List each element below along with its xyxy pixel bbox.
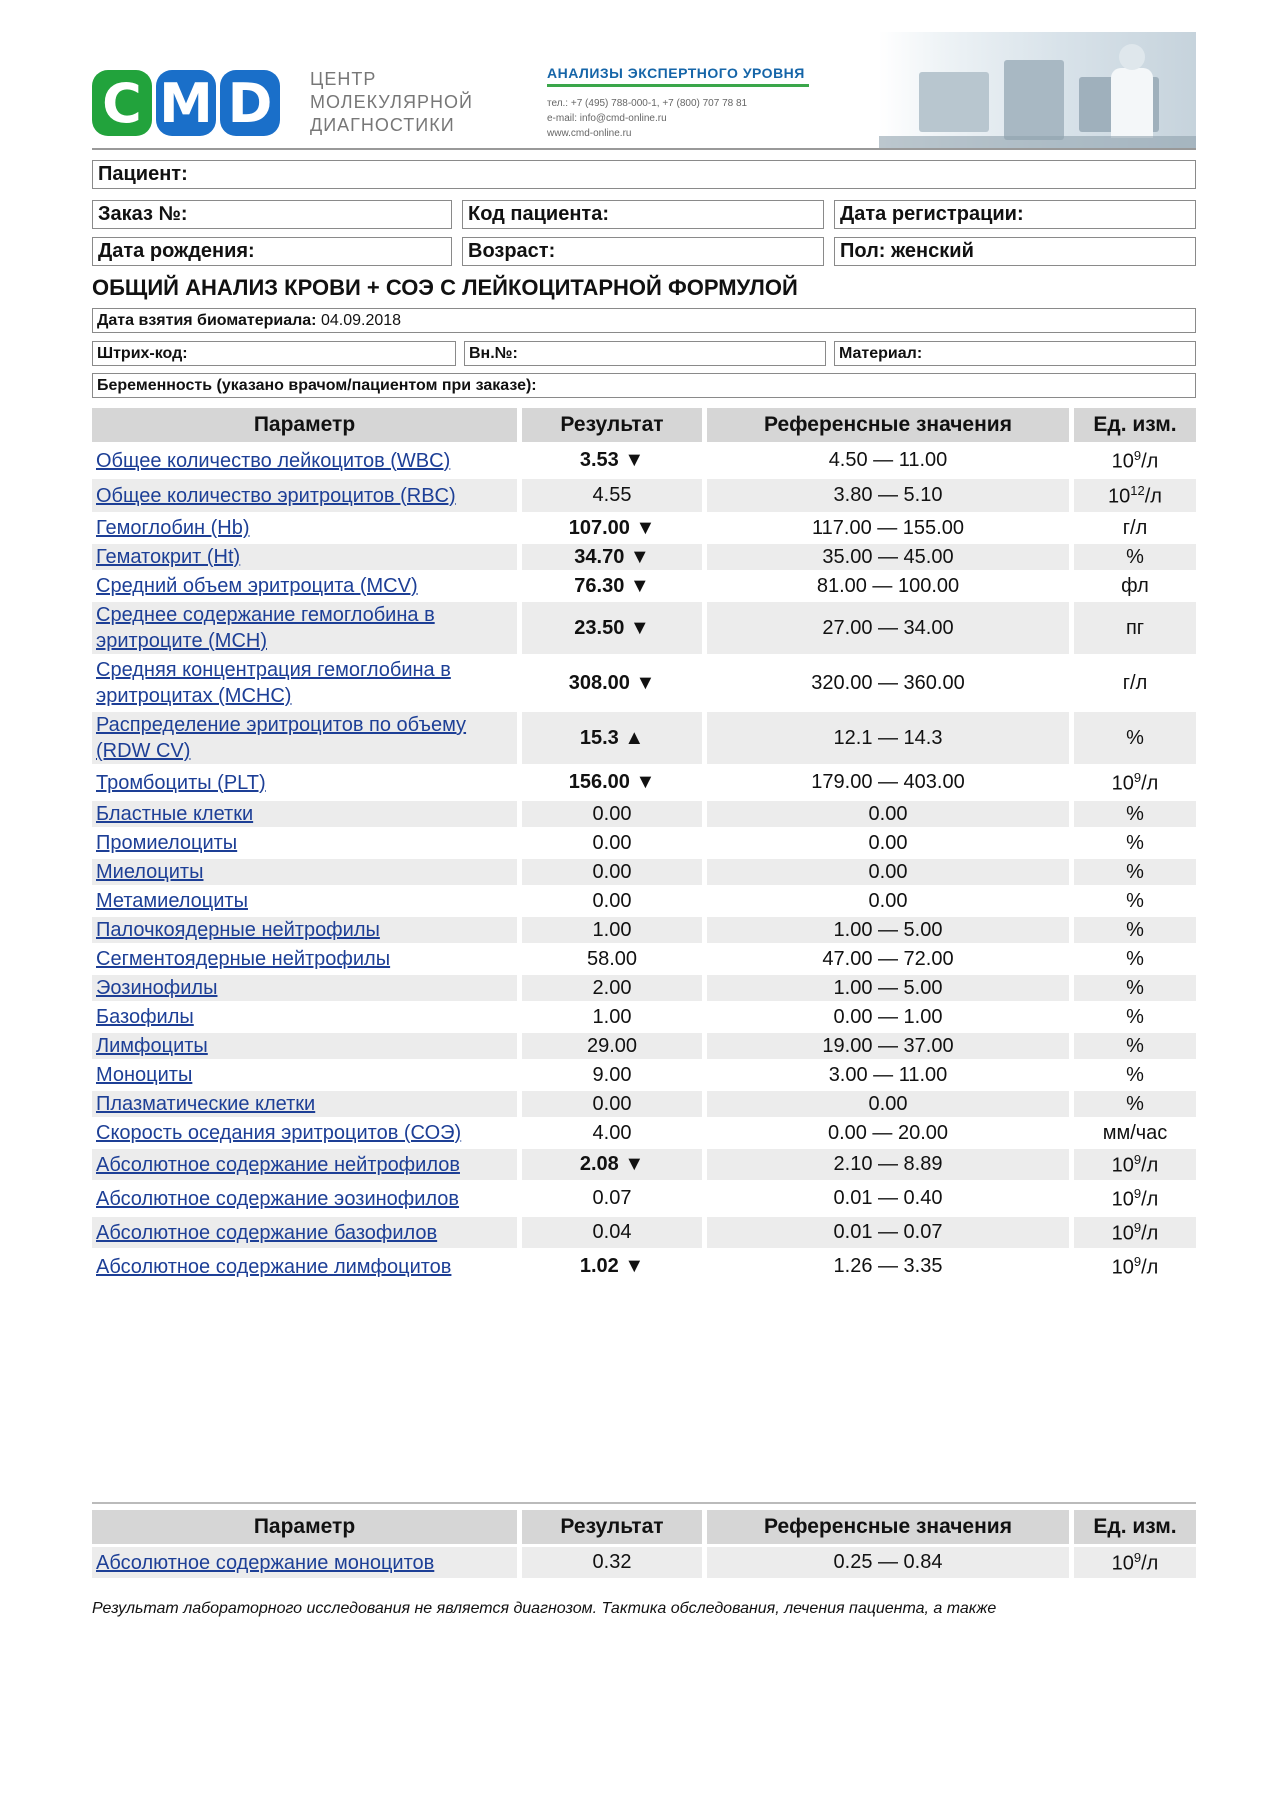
- param-link[interactable]: Миелоциты: [92, 856, 522, 885]
- table-row: [92, 798, 1196, 827]
- param-link[interactable]: Лимфоциты: [92, 1030, 522, 1059]
- unit-base: 10: [1108, 485, 1131, 508]
- logo-letter-d: D: [220, 70, 280, 136]
- param-link[interactable]: Абсолютное содержание лимфоцитов: [92, 1248, 522, 1282]
- unit-value: %: [1074, 972, 1196, 1001]
- param-link[interactable]: Скорость оседания эритроцитов (СОЭ): [92, 1117, 522, 1146]
- reference-range: 0.25 — 0.84: [707, 1544, 1074, 1578]
- unit-base: 10: [1111, 1256, 1134, 1279]
- table-row: [92, 764, 1196, 798]
- table-row: [92, 1544, 1196, 1578]
- result-value: 0.32: [522, 1544, 707, 1578]
- unit-value: %: [1074, 856, 1196, 885]
- reference-range: 2.10 — 8.89: [707, 1146, 1074, 1180]
- param-link[interactable]: [92, 709, 522, 764]
- table-row: [92, 943, 1196, 972]
- param-link[interactable]: Моноциты: [92, 1059, 522, 1088]
- table-row: [92, 856, 1196, 885]
- pregnancy-label: Беременность (указано врачом/пациентом при заказе):: [97, 376, 537, 394]
- reference-range: 0.00: [707, 798, 1074, 827]
- unit-exponent: 9: [1133, 1151, 1142, 1167]
- results-header-row: [92, 408, 1196, 442]
- unit-tail: /л: [1141, 1188, 1159, 1211]
- table-row: [92, 1030, 1196, 1059]
- reference-range: 19.00 — 37.00: [707, 1030, 1074, 1059]
- table-row: [92, 972, 1196, 1001]
- unit-exponent: 9: [1133, 1185, 1142, 1201]
- header-units-2: Ед. изм.: [1074, 1510, 1196, 1544]
- param-link[interactable]: Средний объем эритроцита (MCV): [92, 570, 522, 599]
- unit-value: [1074, 1214, 1196, 1248]
- contact-website: www.cmd-online.ru: [547, 128, 632, 139]
- results-header-row-2: [92, 1510, 1196, 1544]
- table-row: [92, 512, 1196, 541]
- result-value: 0.04: [522, 1214, 707, 1248]
- table-row: [92, 1059, 1196, 1088]
- result-value: 308.00 ▼: [522, 654, 707, 709]
- reference-range: 27.00 — 34.00: [707, 599, 1074, 654]
- table-row: [92, 442, 1196, 476]
- reference-range: 117.00 — 155.00: [707, 512, 1074, 541]
- contact-phones: тел.: +7 (495) 788-000-1, +7 (800) 707 78 81: [547, 98, 748, 109]
- result-value: 29.00: [522, 1030, 707, 1059]
- internal-number-label: Вн.№:: [469, 344, 518, 362]
- unit-exponent: 9: [1133, 769, 1142, 785]
- reference-range: 4.50 — 11.00: [707, 442, 1074, 476]
- result-value: 1.00: [522, 914, 707, 943]
- header-result-2: Результат: [522, 1510, 707, 1544]
- patient-label: Пациент:: [98, 163, 188, 185]
- lab-photo: [879, 32, 1196, 150]
- param-name-line-1: Распределение эритроцитов по объему: [96, 714, 467, 736]
- sample-date-label: Дата взятия биоматериала:: [97, 311, 317, 329]
- param-link[interactable]: [92, 654, 522, 709]
- table-row: [92, 1146, 1196, 1180]
- unit-tail: /л: [1141, 1154, 1159, 1177]
- center-name-line-2: МОЛЕКУЛЯРНОЙ: [310, 92, 473, 112]
- birth-date-label: Дата рождения:: [98, 240, 255, 262]
- result-value: 1.02 ▼: [522, 1248, 707, 1282]
- reference-range: 179.00 — 403.00: [707, 764, 1074, 798]
- header-param-2: Параметр: [92, 1510, 522, 1544]
- result-value: 1.00: [522, 1001, 707, 1030]
- header-result: Результат: [522, 408, 707, 442]
- unit-exponent: 9: [1133, 447, 1142, 463]
- param-link[interactable]: Плазматические клетки: [92, 1088, 522, 1117]
- unit-value: [1074, 1544, 1196, 1578]
- param-name-line-1: Средняя концентрация гемоглобина в: [96, 659, 451, 681]
- contacts: [547, 96, 747, 141]
- results-table-2: [92, 1510, 1196, 1578]
- reference-range: 0.00: [707, 1088, 1074, 1117]
- unit-value: %: [1074, 914, 1196, 943]
- param-link[interactable]: Бластные клетки: [92, 798, 522, 827]
- analysis-title: ОБЩИЙ АНАЛИЗ КРОВИ + СОЭ С ЛЕЙКОЦИТАРНОЙ ФОРМУЛОЙ: [92, 275, 798, 300]
- material-label: Материал:: [839, 344, 923, 362]
- reference-range: 12.1 — 14.3: [707, 709, 1074, 764]
- table-row: [92, 1248, 1196, 1282]
- table-row: [92, 1214, 1196, 1248]
- unit-value: [1074, 476, 1196, 512]
- disclaimer-footnote: Результат лабораторного исследования не является диагнозом. Тактика обследования, лечения пациента, а также: [92, 1600, 997, 1617]
- reference-range: 0.00 — 1.00: [707, 1001, 1074, 1030]
- table-row: [92, 599, 1196, 654]
- reference-range: 35.00 — 45.00: [707, 541, 1074, 570]
- contact-email: e-mail: info@cmd-online.ru: [547, 113, 667, 124]
- param-link[interactable]: Абсолютное содержание базофилов: [92, 1214, 522, 1248]
- result-value: 76.30 ▼: [522, 570, 707, 599]
- result-value: 2.08 ▼: [522, 1146, 707, 1180]
- unit-value: %: [1074, 1088, 1196, 1117]
- center-name-line-3: ДИАГНОСТИКИ: [310, 115, 455, 135]
- barcode-label: Штрих-код:: [97, 344, 188, 362]
- result-value: 107.00 ▼: [522, 512, 707, 541]
- unit-value: пг: [1074, 599, 1196, 654]
- lab-worker-coat: [1111, 68, 1153, 138]
- order-field: [92, 200, 452, 229]
- unit-exponent: 12: [1130, 482, 1145, 498]
- table-row: [92, 1088, 1196, 1117]
- reference-range: 47.00 — 72.00: [707, 943, 1074, 972]
- unit-base: 10: [1111, 1552, 1134, 1575]
- lab-machine-1: [919, 72, 989, 132]
- unit-value: [1074, 764, 1196, 798]
- patient-code-field: [462, 200, 824, 229]
- table-row: [92, 654, 1196, 709]
- unit-value: %: [1074, 798, 1196, 827]
- reference-range: 3.80 — 5.10: [707, 476, 1074, 512]
- result-value: 23.50 ▼: [522, 599, 707, 654]
- unit-tail: /л: [1141, 450, 1159, 473]
- table-separator: [92, 1502, 1196, 1504]
- unit-exponent: 9: [1133, 1549, 1142, 1565]
- result-value: 0.00: [522, 856, 707, 885]
- result-value: 0.00: [522, 1088, 707, 1117]
- unit-tail: /л: [1141, 772, 1159, 795]
- unit-tail: /л: [1141, 1256, 1159, 1279]
- unit-value: %: [1074, 827, 1196, 856]
- unit-value: %: [1074, 885, 1196, 914]
- unit-value: [1074, 1146, 1196, 1180]
- result-value: 156.00 ▼: [522, 764, 707, 798]
- result-value: 0.00: [522, 798, 707, 827]
- reference-range: 0.00: [707, 827, 1074, 856]
- unit-base: 10: [1111, 450, 1134, 473]
- table-row: [92, 914, 1196, 943]
- unit-value: %: [1074, 1059, 1196, 1088]
- cmd-logo: [92, 70, 280, 136]
- sex-label: Пол: женский: [840, 240, 974, 262]
- param-link[interactable]: Гемоглобин (Hb): [92, 512, 522, 541]
- unit-value: г/л: [1074, 512, 1196, 541]
- param-link[interactable]: Общее количество лейкоцитов (WBC): [92, 442, 522, 476]
- reference-range: 1.00 — 5.00: [707, 914, 1074, 943]
- table-row: [92, 709, 1196, 764]
- reference-range: 320.00 — 360.00: [707, 654, 1074, 709]
- unit-exponent: 9: [1133, 1219, 1142, 1235]
- header-units: Ед. изм.: [1074, 408, 1196, 442]
- reference-range: 0.01 — 0.40: [707, 1180, 1074, 1214]
- table-row: [92, 570, 1196, 599]
- birth-date-field: [92, 237, 452, 266]
- param-link[interactable]: Эозинофилы: [92, 972, 522, 1001]
- unit-value: мм/час: [1074, 1117, 1196, 1146]
- unit-base: 10: [1111, 1188, 1134, 1211]
- internal-number-field: [464, 341, 826, 366]
- header-param: Параметр: [92, 408, 522, 442]
- reference-range: 0.00 — 20.00: [707, 1117, 1074, 1146]
- param-link[interactable]: Абсолютное содержание эозинофилов: [92, 1180, 522, 1214]
- unit-value: %: [1074, 943, 1196, 972]
- table-row: [92, 476, 1196, 512]
- table-row: [92, 1117, 1196, 1146]
- unit-tail: /л: [1141, 1222, 1159, 1245]
- sample-date-value: 04.09.2018: [320, 311, 402, 329]
- result-value: 2.00: [522, 972, 707, 1001]
- param-link[interactable]: Сегментоядерные нейтрофилы: [92, 943, 522, 972]
- unit-value: %: [1074, 1001, 1196, 1030]
- param-link[interactable]: Общее количество эритроцитов (RBC): [92, 476, 522, 512]
- report-header: [92, 30, 1196, 150]
- param-link[interactable]: Палочкоядерные нейтрофилы: [92, 914, 522, 943]
- unit-tail: /л: [1141, 1552, 1159, 1575]
- unit-value: фл: [1074, 570, 1196, 599]
- param-name-line-2: эритроците (MCH): [96, 630, 268, 652]
- tagline: АНАЛИЗЫ ЭКСПЕРТНОГО УРОВНЯ: [547, 65, 805, 81]
- param-name-line-2: эритроцитах (MCHC): [96, 685, 292, 707]
- param-link[interactable]: Промиелоциты: [92, 827, 522, 856]
- result-value: 15.3 ▲: [522, 709, 707, 764]
- param-link[interactable]: Тромбоциты (PLT): [92, 764, 522, 798]
- param-name-line-1: Среднее содержание гемоглобина в: [96, 604, 435, 626]
- logo-letter-c: C: [92, 70, 152, 136]
- reference-range: 81.00 — 100.00: [707, 570, 1074, 599]
- table-row: [92, 827, 1196, 856]
- result-value: 0.00: [522, 827, 707, 856]
- header-reference-2: Референсные значения: [707, 1510, 1074, 1544]
- age-field: [462, 237, 824, 266]
- registration-date-field: [834, 200, 1196, 229]
- unit-base: 10: [1111, 1222, 1134, 1245]
- logo-letter-m: M: [156, 70, 216, 136]
- reference-range: 0.01 — 0.07: [707, 1214, 1074, 1248]
- reference-range: 0.00: [707, 885, 1074, 914]
- param-link[interactable]: [92, 599, 522, 654]
- pregnancy-field: [92, 373, 1196, 398]
- result-value: 34.70 ▼: [522, 541, 707, 570]
- header-reference: Референсные значения: [707, 408, 1074, 442]
- unit-value: %: [1074, 541, 1196, 570]
- patient-field: [92, 160, 1196, 189]
- lab-worker-head: [1119, 44, 1145, 70]
- registration-date-label: Дата регистрации:: [840, 203, 1024, 225]
- unit-value: [1074, 1180, 1196, 1214]
- unit-exponent: 9: [1133, 1253, 1142, 1269]
- param-link[interactable]: Метамиелоциты: [92, 885, 522, 914]
- unit-value: %: [1074, 1030, 1196, 1059]
- table-row: [92, 885, 1196, 914]
- reference-range: 3.00 — 11.00: [707, 1059, 1074, 1088]
- age-label: Возраст:: [468, 240, 556, 262]
- param-link[interactable]: Гематокрит (Ht): [92, 541, 522, 570]
- unit-tail: /л: [1144, 485, 1162, 508]
- sex-field: [834, 237, 1196, 266]
- unit-base: 10: [1111, 1154, 1134, 1177]
- patient-code-label: Код пациента:: [468, 203, 609, 225]
- sample-date-field: [92, 308, 1196, 333]
- result-value: 4.00: [522, 1117, 707, 1146]
- result-value: 0.07: [522, 1180, 707, 1214]
- lab-machine-2: [1004, 60, 1064, 140]
- unit-value: [1074, 442, 1196, 476]
- results-table: [92, 408, 1196, 1282]
- table-row: [92, 1001, 1196, 1030]
- result-value: 0.00: [522, 885, 707, 914]
- reference-range: 1.00 — 5.00: [707, 972, 1074, 1001]
- param-link[interactable]: Абсолютное содержание моноцитов: [92, 1544, 522, 1578]
- reference-range: 1.26 — 3.35: [707, 1248, 1074, 1282]
- param-link[interactable]: Базофилы: [92, 1001, 522, 1030]
- report-page: [92, 30, 1196, 1617]
- center-name: [310, 68, 473, 137]
- unit-value: [1074, 1248, 1196, 1282]
- unit-value: г/л: [1074, 654, 1196, 709]
- barcode-field: [92, 341, 456, 366]
- reference-range: 0.00: [707, 856, 1074, 885]
- result-value: 4.55: [522, 476, 707, 512]
- order-label: Заказ №:: [98, 203, 188, 225]
- result-value: 58.00: [522, 943, 707, 972]
- unit-value: %: [1074, 709, 1196, 764]
- table-row: [92, 1180, 1196, 1214]
- table-row: [92, 541, 1196, 570]
- result-value: 3.53 ▼: [522, 442, 707, 476]
- tagline-underline: [547, 84, 809, 87]
- material-field: [834, 341, 1196, 366]
- param-link[interactable]: Абсолютное содержание нейтрофилов: [92, 1146, 522, 1180]
- center-name-line-1: ЦЕНТР: [310, 69, 377, 89]
- param-name-line-2: (RDW CV): [96, 740, 191, 762]
- header-divider: [92, 148, 1196, 150]
- unit-base: 10: [1111, 772, 1134, 795]
- result-value: 9.00: [522, 1059, 707, 1088]
